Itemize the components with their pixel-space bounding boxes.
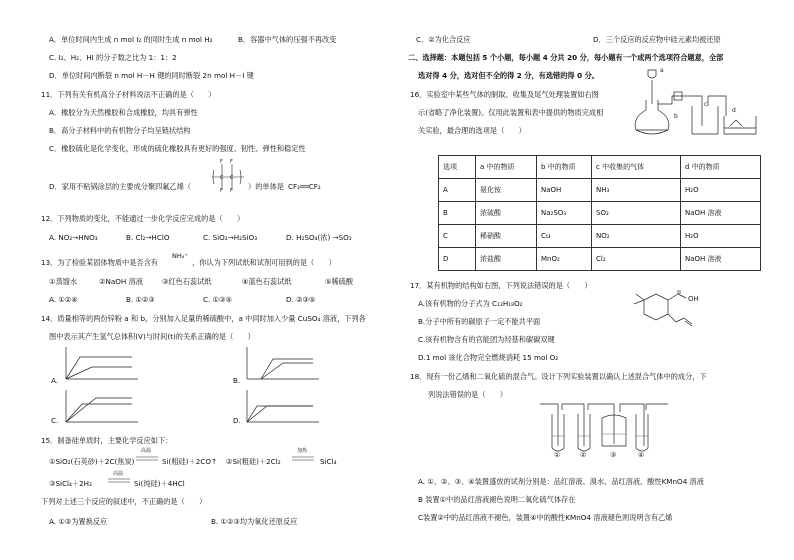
q14-graph-c bbox=[62, 388, 140, 424]
q14-line2: 图中表示其产生氢气总体积(V)与时间(t)的关系正确的是（ ） bbox=[49, 332, 255, 341]
table-cell: C bbox=[439, 225, 476, 248]
table-header-row bbox=[439, 156, 761, 179]
table-cell: NO₂ bbox=[592, 225, 681, 248]
q11-option-d-pre: D．家用不粘锅涂层的主要成分聚四氟乙烯（ bbox=[49, 182, 192, 191]
table-cell: Cl₂ bbox=[592, 248, 681, 271]
q14-label-d: D. bbox=[233, 416, 241, 425]
q17-option-b: B.分子中所有的碳原子一定不能共平面 bbox=[418, 317, 541, 326]
q16-table bbox=[438, 155, 761, 271]
q15-reaction-3: ③SiCl₄＋2H₂ bbox=[49, 479, 92, 488]
table-cell: Na₂SO₃ bbox=[537, 202, 592, 225]
q15-reaction-2: ②Si(粗硅)＋2Cl₂ bbox=[226, 457, 281, 466]
table-cell: 浓盐酸 bbox=[476, 248, 537, 271]
q14-line1: 14．质量相等的两份锌粉 a 和 b，分别加入足量的稀硫酸中，a 中同时加入少量 CuSO₄ 溶液，下列各 bbox=[41, 314, 366, 323]
q13-stem-post: ，你认为下列试纸和试剂可用到的是（ ） bbox=[192, 258, 336, 267]
apparatus-label-1: ① bbox=[554, 451, 561, 459]
apparatus-label-c: c bbox=[704, 101, 708, 108]
q17-stem: 17．某有机物的结构如右图，下列说法错误的是（ ） bbox=[410, 281, 592, 290]
q15-reaction-2-product: SiCl₄ bbox=[320, 457, 337, 466]
q13-choice-d: D. ②③⑤ bbox=[286, 295, 316, 304]
q15-reaction-3-product: Si(纯硅)＋4HCl bbox=[134, 479, 185, 488]
table-cell: NaOH 溶液 bbox=[681, 202, 761, 225]
table-cell: MnO₂ bbox=[537, 248, 592, 271]
table-cell: H₂O bbox=[681, 179, 761, 202]
table-header-cell: 选项 bbox=[439, 156, 476, 179]
table-cell: D bbox=[439, 248, 476, 271]
section2-line2: 选对得 4 分，选对但不全的得 2 分，有选错的得 0 分。 bbox=[418, 71, 599, 80]
table-cell: NaOH bbox=[537, 179, 592, 202]
q13-ion: NH₄⁺ bbox=[172, 252, 188, 260]
q11-option-d-post: ）的单体是 bbox=[248, 182, 284, 191]
apparatus-label-2: ② bbox=[580, 451, 587, 459]
q15-option-b: B. ①②③均为氧化还原反应 bbox=[211, 517, 298, 526]
q15-reaction-1-product: Si(粗硅)＋2CO↑ bbox=[162, 457, 218, 466]
q10-option-d: D．单位时间内断裂 n mol H－H 键的同时断裂 2n mol H－I 键 bbox=[49, 71, 254, 80]
q15-reaction-2-condition: 加热 bbox=[297, 448, 308, 454]
table-cell: 稀硝酸 bbox=[476, 225, 537, 248]
table-header-cell: b 中的物质 bbox=[537, 156, 592, 179]
q17-option-a: A.该有机物的分子式为 C₁₂H₁₈O₂ bbox=[418, 299, 523, 308]
apparatus-label-d: d bbox=[732, 107, 736, 114]
table-cell: NaOH 溶液 bbox=[681, 248, 761, 271]
equals-arrow-icon bbox=[292, 456, 314, 462]
q18-line1: 18．现有一份乙烯和二氧化硫的混合气。设计下列实验装置以确认上述混合气体中的成分，下 bbox=[410, 372, 707, 381]
q13-stem-pre: 13．为了检验某固体物质中是否含有 bbox=[41, 258, 158, 267]
q12-option-c: C. SiO₂→H₂SiO₃ bbox=[203, 233, 258, 242]
apparatus-label-b: b bbox=[674, 113, 678, 120]
q12-option-b: B. Cl₂→HClO bbox=[126, 233, 170, 242]
q17-option-d: D.1 mol 该化合物完全燃烧消耗 15 mol O₂ bbox=[418, 353, 559, 362]
q15-option-c: C．②为化合反应 bbox=[416, 35, 471, 44]
q18-option-b: B 装置①中的品红溶液褪色说明二氧化硫气体存在 bbox=[418, 495, 576, 504]
q16-line3: 关实验，最合理的选项是（ ） bbox=[418, 126, 526, 135]
table-row bbox=[439, 248, 761, 271]
table-cell: 浓硫酸 bbox=[476, 202, 537, 225]
table-cell: 氨化铵 bbox=[476, 179, 537, 202]
q13-choice-c: C. ①③⑤ bbox=[203, 295, 232, 304]
q14-label-c: C. bbox=[51, 416, 59, 425]
equals-arrow-icon bbox=[108, 478, 130, 484]
table-header-cell: c 中收集的气体 bbox=[592, 156, 681, 179]
table-cell: B bbox=[439, 202, 476, 225]
apparatus-label-3: ③ bbox=[610, 451, 617, 459]
q15-option-a: A. ①③为置换反应 bbox=[49, 517, 108, 526]
section2-line1: 二、选择题：本题包括 5 个小题，每小题 4 分共 20 分，每小题有一个或两个选项符合题意，全部 bbox=[408, 53, 724, 62]
q18-line2: 列说法错误的是（ ） bbox=[428, 390, 508, 399]
svg-text:F: F bbox=[230, 159, 233, 165]
q13-option-4: ④蓝色石蕊试纸 bbox=[242, 277, 292, 286]
apparatus-label-a: a bbox=[660, 67, 664, 74]
table-cell: NH₃ bbox=[592, 179, 681, 202]
table-header-cell: a 中的物质 bbox=[476, 156, 537, 179]
q15-reaction-3-condition: 高温 bbox=[113, 471, 124, 477]
organic-structure-diagram bbox=[624, 290, 704, 334]
q12-stem: 12．下列物质的变化，不能通过一步化学反应完成的是（ ） bbox=[41, 214, 245, 223]
table-row bbox=[439, 179, 761, 202]
svg-text:F: F bbox=[230, 188, 233, 194]
structure-oh-label: OH bbox=[688, 295, 699, 303]
apparatus-label-4: ④ bbox=[638, 451, 645, 459]
q11-option-d-monomer: CF₂══CF₂ bbox=[288, 182, 321, 191]
svg-text:F: F bbox=[220, 159, 223, 165]
q15-reaction-1: ①SiO₂(石英砂)＋2C(焦炭) bbox=[49, 457, 135, 466]
q10-option-b: B．容器中气体的压强不再改变 bbox=[238, 35, 337, 44]
q15-reaction-1-condition: 高温 bbox=[141, 448, 152, 454]
q11-stem: 11．下列有关有机高分子材料说法不正确的是（ ） bbox=[41, 90, 216, 99]
q14-label-a: A. bbox=[51, 376, 59, 385]
q15-question: 下列对上述三个反应的叙述中，不正确的是（ ） bbox=[41, 497, 207, 506]
table-cell: A bbox=[439, 179, 476, 202]
ptfe-structure-icon bbox=[210, 158, 246, 192]
table-cell: Cu bbox=[537, 225, 592, 248]
table-row bbox=[439, 225, 761, 248]
table-row bbox=[439, 202, 761, 225]
q10-option-c: C. I₂、H₂、HI 的分子数之比为 1：1：2 bbox=[49, 53, 177, 62]
q14-graph-b bbox=[243, 345, 321, 381]
svg-text:C: C bbox=[230, 175, 234, 181]
q15-stem: 15．制备硅单质时，主要化学反应如下： bbox=[41, 436, 173, 445]
svg-text:F: F bbox=[220, 188, 223, 194]
q13-option-1: ①蒸馏水 bbox=[49, 277, 78, 286]
q13-option-5: ⑤稀硫酸 bbox=[325, 277, 354, 286]
gas-washing-apparatus-diagram bbox=[540, 396, 670, 458]
q14-graph-d bbox=[243, 388, 321, 424]
q12-option-d: D. H₂SO₄(浓) →SO₂ bbox=[286, 233, 352, 242]
q12-option-a: A. NO₂→HNO₃ bbox=[49, 233, 98, 242]
q11-option-c: C．橡胶硫化是化学变化，形成的硫化橡胶具有更好的强度、韧性、弹性和稳定性 bbox=[49, 144, 306, 153]
q11-option-a: A．橡胶分为天然橡胶和合成橡胶，均具有弹性 bbox=[49, 108, 198, 117]
q16-line1: 16．实验室中某些气体的制取、收集及尾气处理装置如右图 bbox=[410, 90, 599, 99]
q13-option-2: ②NaOH 溶液 bbox=[99, 277, 143, 286]
q14-label-b: B. bbox=[233, 376, 241, 385]
q18-option-a: A. ①、②、③、④装置盛放的试剂分别是：品红溶液、溴水、品红溶液、酸性KMnO4 溶液 bbox=[418, 477, 704, 486]
q17-option-c: C.该有机物含有的官能团为羟基和碳碳双键 bbox=[418, 335, 555, 344]
q18-option-c: C装置②中的品红溶液不褪色，装置④中的酸性KMnO4 溶液褪色则说明含有乙烯 bbox=[418, 513, 673, 522]
q13-option-3: ③红色石蕊试纸 bbox=[162, 277, 212, 286]
q13-choice-b: B. ①②③ bbox=[126, 295, 155, 304]
gas-apparatus-diagram bbox=[622, 66, 758, 138]
table-cell: H₂O bbox=[681, 225, 761, 248]
q10-option-a: A．单位时间内生成 n mol I₂ 的同时生成 n mol H₂ bbox=[49, 35, 213, 44]
q13-choice-a: A. ①②④ bbox=[49, 295, 78, 304]
q14-graph-a bbox=[62, 345, 140, 381]
table-cell: SO₂ bbox=[592, 202, 681, 225]
q15-option-d: D．三个反应的反应物中硅元素均被还原 bbox=[593, 35, 721, 44]
q11-option-b: B．高分子材料中的有机物分子均呈链状结构 bbox=[49, 126, 191, 135]
equals-arrow-icon bbox=[136, 456, 158, 462]
table-header-cell: d 中的物质 bbox=[681, 156, 761, 179]
svg-text:C: C bbox=[220, 175, 224, 181]
q16-line2: 示(省略了净化装置)。仅用此装置和表中提供的物质完成相 bbox=[418, 108, 604, 117]
